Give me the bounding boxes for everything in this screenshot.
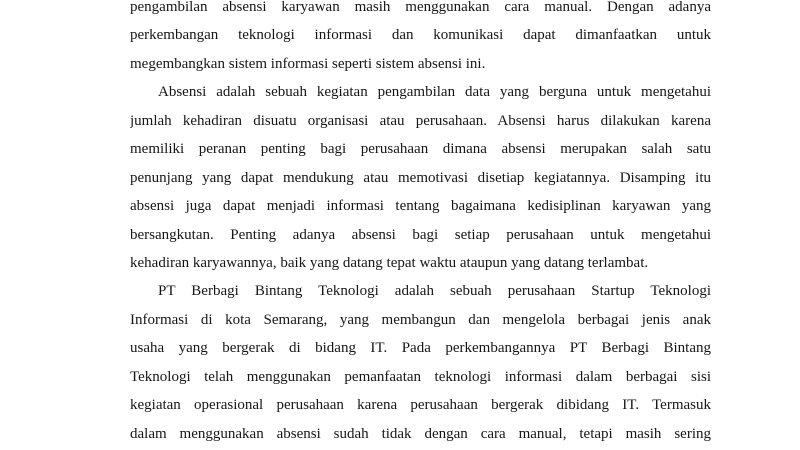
paragraph [130, 78, 711, 277]
text-line: usaha yang bergerak di bidang IT. Pada perkembangannya PT Berbagi Bintang [130, 340, 711, 357]
text-line: absensi juga dapat menjadi informasi tentang bagaimana kedisiplinan karyawan yang [130, 198, 711, 215]
document-text-block [130, 0, 711, 448]
text-line: kehadiran karyawannya, baik yang datang tepat waktu ataupun yang datang terlambat. [130, 254, 649, 271]
text-line: kegiatan operasional perusahaan karena perusahaan bergerak dibidang IT. Termasuk [130, 397, 711, 414]
text-line: penunjang yang dapat mendukung atau memotivasi disetiap kegiatannya. Disamping itu [130, 169, 711, 186]
paragraph [130, 0, 711, 78]
text-line: dalam menggunakan absensi sudah tidak dengan cara manual, tetapi masih sering [130, 425, 711, 442]
text-line: Absensi adalah sebuah kegiatan pengambilan data yang berguna untuk mengetahui [158, 84, 711, 101]
text-line: jumlah kehadiran disuatu organisasi atau perusahaan. Absensi harus dilakukan karena [130, 112, 711, 129]
text-line: memiliki peranan penting bagi perusahaan dimana absensi merupakan salah satu [130, 141, 711, 158]
text-line: bersangkutan. Penting adanya absensi bagi setiap perusahaan untuk mengetahui [130, 226, 711, 243]
text-line: megembangkan sistem informasi seperti sistem absensi ini. [130, 55, 486, 72]
text-line: Teknologi telah menggunakan pemanfaatan teknologi informasi dalam berbagai sisi [130, 368, 711, 385]
text-line: Informasi di kota Semarang, yang membangun dan mengelola berbagai jenis anak [130, 311, 711, 328]
text-line: pengambilan absensi karyawan masih menggunakan cara manual. Dengan adanya [130, 0, 711, 15]
text-line: PT Berbagi Bintang Teknologi adalah sebuah perusahaan Startup Teknologi [158, 283, 711, 300]
text-line: perkembangan teknologi informasi dan komunikasi dapat dimanfaatkan untuk [130, 27, 711, 44]
paragraph [130, 277, 711, 448]
